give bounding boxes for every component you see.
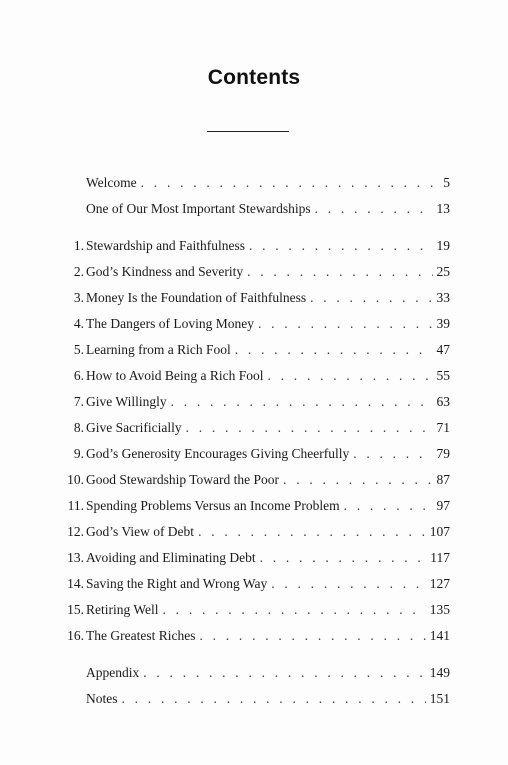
- chapter-number: 10.: [67, 472, 84, 487]
- toc-chapter-13[interactable]: [67, 549, 450, 567]
- toc-entry-page: 87: [436, 472, 450, 487]
- toc-entry-label: Money Is the Foundation of Faithfulness: [86, 290, 307, 305]
- toc-entry-label: Stewardship and Faithfulness: [86, 238, 245, 253]
- dot-leader: [199, 627, 425, 645]
- dot-leader: [260, 549, 427, 567]
- toc-entry-label: The Dangers of Loving Money: [86, 316, 254, 331]
- toc-chapter-2[interactable]: [73, 263, 450, 281]
- dot-leader: [315, 200, 433, 218]
- toc-entry-page: 127: [429, 576, 450, 591]
- toc-chapter-4[interactable]: [73, 315, 450, 333]
- toc-entry-appendix[interactable]: [86, 664, 450, 682]
- toc-entry-page: 151: [429, 691, 450, 706]
- chapter-number: 15.: [67, 602, 84, 617]
- dot-leader: [235, 341, 433, 359]
- toc-entry-label: Give Sacrificially: [86, 420, 182, 435]
- toc-entry-label: Avoiding and Eliminating Debt: [86, 550, 256, 565]
- toc-entry-page: 149: [429, 665, 450, 680]
- toc-chapter-11[interactable]: [67, 497, 450, 515]
- chapter-number: 16.: [67, 628, 84, 643]
- toc-chapter-15[interactable]: [67, 601, 450, 619]
- toc-chapter-1[interactable]: [73, 237, 450, 255]
- chapter-number: 6.: [73, 368, 84, 383]
- dot-leader: [353, 445, 432, 463]
- dot-leader: [186, 419, 433, 437]
- toc-entry-welcome[interactable]: [86, 174, 450, 192]
- toc-entry-label: How to Avoid Being a Rich Fool: [86, 368, 264, 383]
- toc-entry-label: Notes: [86, 691, 118, 706]
- toc-entry-page: 107: [429, 524, 450, 539]
- dot-leader: [344, 497, 433, 515]
- dot-leader: [247, 263, 432, 281]
- toc-entry-label: Spending Problems Versus an Income Problem: [86, 498, 340, 513]
- toc-entry-page: 79: [436, 446, 450, 461]
- toc-chapter-5[interactable]: [73, 341, 450, 359]
- toc-chapter-9[interactable]: [73, 445, 450, 463]
- toc-entry-page: 13: [436, 201, 450, 216]
- dot-leader: [271, 575, 426, 593]
- toc-entry-label: Retiring Well: [86, 602, 159, 617]
- title-divider: [207, 131, 289, 132]
- page-title: Contents: [207, 66, 301, 89]
- toc-chapter-6[interactable]: [73, 367, 450, 385]
- toc-entry-page: 71: [436, 420, 450, 435]
- toc-chapter-16[interactable]: [67, 627, 450, 645]
- toc-entry-page: 25: [436, 264, 450, 279]
- toc-entry-label: One of Our Most Important Stewardships: [86, 201, 311, 216]
- chapter-number: 8.: [73, 420, 84, 435]
- toc-entry-label: Learning from a Rich Fool: [86, 342, 231, 357]
- chapter-number: 9.: [73, 446, 84, 461]
- toc-entry-page: 97: [436, 498, 450, 513]
- toc-entry-page: 141: [429, 628, 450, 643]
- chapter-number: 11.: [67, 498, 84, 513]
- toc-chapter-3[interactable]: [73, 289, 450, 307]
- dot-leader: [122, 690, 426, 708]
- chapter-number: 2.: [73, 264, 84, 279]
- toc-entry-page: 117: [430, 550, 450, 565]
- toc-entry-stewardships[interactable]: [86, 200, 450, 218]
- dot-leader: [198, 523, 426, 541]
- toc-chapter-10[interactable]: [67, 471, 450, 489]
- toc-entry-label: The Greatest Riches: [86, 628, 196, 643]
- chapter-number: 5.: [73, 342, 84, 357]
- dot-leader: [163, 601, 426, 619]
- dot-leader: [310, 289, 432, 307]
- dot-leader: [141, 174, 440, 192]
- toc-entry-page: 63: [436, 394, 450, 409]
- toc-entry-label: Welcome: [86, 175, 137, 190]
- toc-entry-label: Saving the Right and Wrong Way: [86, 576, 268, 591]
- dot-leader: [283, 471, 432, 489]
- toc-entry-label: Appendix: [86, 665, 140, 680]
- dot-leader: [143, 664, 426, 682]
- chapter-number: 3.: [73, 290, 84, 305]
- toc-chapter-12[interactable]: [67, 523, 450, 541]
- toc-entry-page: 19: [436, 238, 450, 253]
- toc-entry-page: 39: [436, 316, 450, 331]
- toc-entry-label: Good Stewardship Toward the Poor: [86, 472, 280, 487]
- toc-entry-label: God’s Kindness and Severity: [86, 264, 244, 279]
- toc-entry-label: God’s Generosity Encourages Giving Cheerfully: [86, 446, 350, 461]
- chapter-number: 12.: [67, 524, 84, 539]
- chapter-number: 14.: [67, 576, 84, 591]
- chapter-number: 13.: [67, 550, 84, 565]
- chapter-number: 7.: [73, 394, 84, 409]
- toc-entry-page: 135: [429, 602, 450, 617]
- toc-entry-page: 55: [436, 368, 450, 383]
- toc-entry-page: 5: [443, 175, 450, 190]
- toc-chapter-7[interactable]: [73, 393, 450, 411]
- toc-entry-label: God’s View of Debt: [86, 524, 195, 539]
- toc-entry-notes[interactable]: [86, 690, 450, 708]
- toc-entry-label: Give Willingly: [86, 394, 167, 409]
- dot-leader: [171, 393, 433, 411]
- dot-leader: [258, 315, 433, 333]
- toc-entry-page: 33: [436, 290, 450, 305]
- toc-chapter-8[interactable]: [73, 419, 450, 437]
- chapter-number: 1.: [73, 238, 84, 253]
- toc-chapter-14[interactable]: [67, 575, 450, 593]
- dot-leader: [249, 237, 433, 255]
- dot-leader: [268, 367, 433, 385]
- toc-entry-page: 47: [436, 342, 450, 357]
- chapter-number: 4.: [73, 316, 84, 331]
